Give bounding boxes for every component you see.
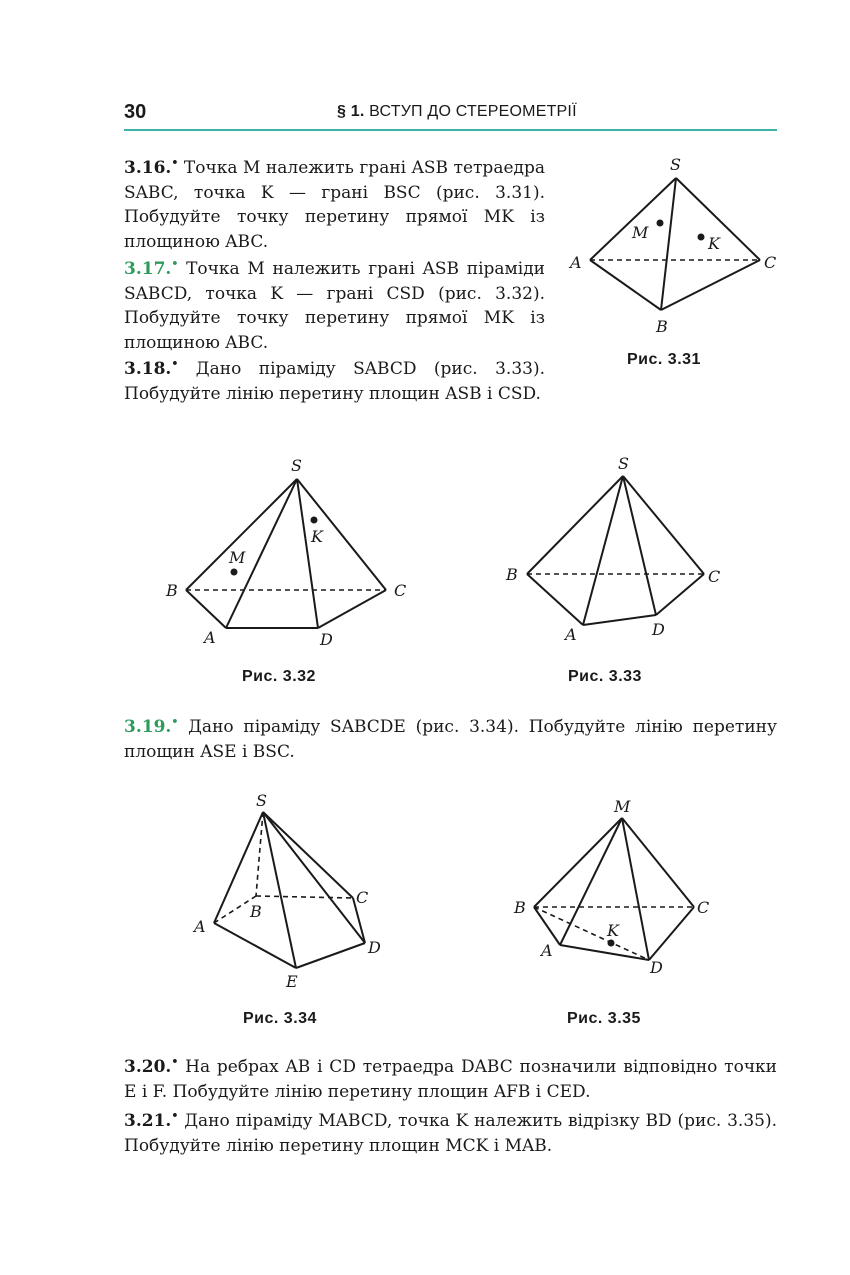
label-D: D xyxy=(652,620,665,639)
problem-number: 3.21.• xyxy=(124,1109,179,1131)
label-A: A xyxy=(194,917,206,936)
label-B: B xyxy=(166,581,178,600)
problem-number: 3.16.• xyxy=(124,156,179,178)
section-number: § 1. xyxy=(337,103,365,120)
problem-3-20 xyxy=(124,1050,777,1104)
problem-3-16 xyxy=(124,151,545,254)
label-A: A xyxy=(565,625,577,644)
problem-3-18 xyxy=(124,352,545,406)
label-D: D xyxy=(650,958,663,977)
problem-text: Дано піраміду SABCDE (рис. 3.34). Побудуйте лінію перетину площин ASE і BSC. xyxy=(124,717,777,762)
label-A: A xyxy=(204,628,216,647)
problem-number: 3.18.• xyxy=(124,357,179,379)
label-S: S xyxy=(256,791,267,810)
label-C: C xyxy=(708,567,721,586)
page-number: 30 xyxy=(124,101,147,123)
label-S: S xyxy=(618,454,629,473)
label-C: C xyxy=(356,888,369,907)
label-E: E xyxy=(286,972,298,991)
label-M: M xyxy=(632,223,649,242)
section-title: ВСТУП ДО СТЕРЕОМЕТРІЇ xyxy=(369,103,577,120)
label-B: B xyxy=(514,898,526,917)
label-D: D xyxy=(320,630,333,649)
problem-text: Дано піраміду SABCD (рис. 3.33). Побудуйте лінію перетину площин ASB і CSD. xyxy=(124,359,545,404)
caption-3-31: Рис. 3.31 xyxy=(627,351,701,368)
label-C: C xyxy=(394,581,407,600)
problem-number: 3.17.• xyxy=(124,257,179,279)
caption-3-32: Рис. 3.32 xyxy=(242,668,316,685)
label-M: M xyxy=(614,797,631,816)
label-S: S xyxy=(291,456,302,475)
label-K: K xyxy=(607,921,619,940)
label-K: K xyxy=(311,527,323,546)
label-D: D xyxy=(368,938,381,957)
figure-3-31 xyxy=(560,150,790,350)
figure-3-35 xyxy=(510,795,730,985)
header-rule xyxy=(124,129,777,131)
problem-3-21 xyxy=(124,1104,777,1158)
label-A: A xyxy=(541,941,553,960)
problem-3-19 xyxy=(124,710,777,764)
problem-number: 3.19.• xyxy=(124,715,179,737)
problem-text: Точка M належить грані ASB тетраедра SABC, точка K — грані BSC (рис. 3.31). Побудуйте точку перетину прямої MK із площиною ABC. xyxy=(124,158,545,252)
label-B: B xyxy=(656,317,668,336)
figure-3-33 xyxy=(500,455,740,655)
figure-3-34 xyxy=(190,790,400,1000)
label-B: B xyxy=(506,565,518,584)
label-A: A xyxy=(570,253,582,272)
label-K: K xyxy=(708,234,720,253)
caption-3-34: Рис. 3.34 xyxy=(243,1010,317,1027)
label-C: C xyxy=(764,253,777,272)
problem-number: 3.20.• xyxy=(124,1055,179,1077)
label-S: S xyxy=(670,155,681,174)
caption-3-33: Рис. 3.33 xyxy=(568,668,642,685)
section-header xyxy=(337,103,577,121)
problem-3-17 xyxy=(124,252,545,355)
caption-3-35: Рис. 3.35 xyxy=(567,1010,641,1027)
label-B: B xyxy=(250,902,262,921)
problem-text: Дано піраміду MABCD, точка K належить відрізку BD (рис. 3.35). Побудуйте лінію перетину площин MCK і MAB. xyxy=(124,1111,777,1156)
problem-text: Точка M належить грані ASB піраміди SABCD, точка K — грані CSD (рис. 3.32). Побудуйте точку перетину прямої MK із площиною ABC. xyxy=(124,259,545,353)
figure-3-32 xyxy=(160,455,420,655)
label-C: C xyxy=(697,898,710,917)
label-M: M xyxy=(229,548,246,567)
problem-text: На ребрах AB і CD тетраедра DABC позначили відповідно точки E і F. Побудуйте лінію перетину площин AFB і CED. xyxy=(124,1057,778,1102)
